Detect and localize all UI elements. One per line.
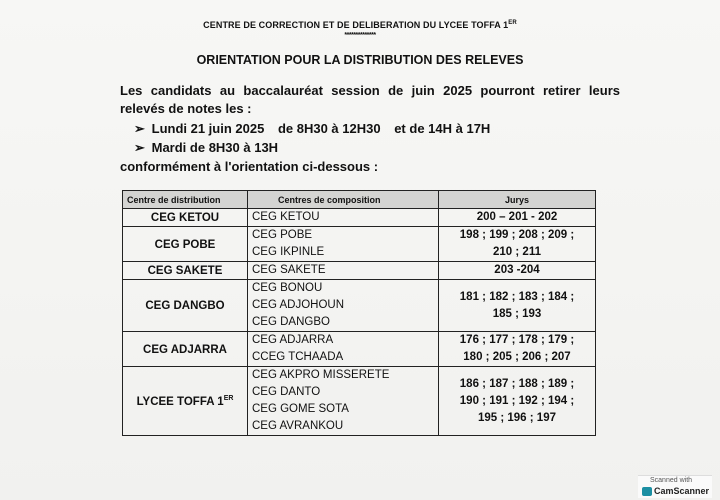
centre-distribution-cell bbox=[123, 280, 248, 332]
centre-distribution-cell bbox=[123, 332, 248, 367]
table-row bbox=[123, 209, 596, 227]
jury-numbers: 185 ; 193 bbox=[492, 307, 542, 320]
centre-composition-name: CEG DANGBO bbox=[252, 316, 330, 328]
jury-numbers: 181 ; 182 ; 183 ; 184 ; bbox=[459, 290, 575, 303]
jury-numbers: 176 ; 177 ; 178 ; 179 ; bbox=[459, 334, 575, 346]
bullet-monday-time1: de 8H30 à 12H30 bbox=[277, 121, 381, 136]
centre-composition-name: CEG IKPINLE bbox=[252, 246, 325, 258]
intro-line-1: Les candidats au baccalauréat session de juin 2025 pourront retirer leurs bbox=[120, 83, 620, 98]
table-row bbox=[123, 227, 596, 262]
watermark-app-name: CamScanner bbox=[654, 486, 710, 496]
centre-composition-name: CEG SAKETE bbox=[252, 264, 326, 276]
table-header-row bbox=[123, 191, 596, 209]
centre-distribution-name: CEG SAKETE bbox=[147, 264, 223, 277]
arrow-bullet-icon: ➢ bbox=[134, 121, 145, 136]
bullet-tuesday bbox=[134, 140, 278, 156]
centre-composition-name: CEG BONOU bbox=[252, 282, 323, 294]
intro-line-2: relevés de notes les : bbox=[120, 101, 252, 116]
centre-distribution-name: CEG KETOU bbox=[150, 211, 220, 224]
jurys-cell bbox=[439, 209, 596, 227]
jury-numbers: 198 ; 199 ; 208 ; 209 ; bbox=[459, 229, 575, 241]
bullet-monday bbox=[134, 121, 490, 137]
header-jurys: Jurys bbox=[439, 191, 596, 209]
bullet-monday-time2: et de 14H à 17H bbox=[394, 121, 491, 136]
centre-distribution-sup: ER bbox=[223, 394, 234, 402]
jurys-cell bbox=[439, 367, 596, 436]
jurys-cell bbox=[439, 262, 596, 280]
table-row bbox=[123, 367, 596, 436]
centres-composition-cell bbox=[248, 367, 439, 436]
centre-composition-name: CEG AKPRO MISSERETE bbox=[252, 369, 390, 381]
centre-distribution-name: CEG ADJARRA bbox=[143, 343, 227, 356]
centre-composition-name: CEG GOME SOTA bbox=[252, 403, 349, 415]
arrow-bullet-icon: ➢ bbox=[134, 140, 145, 155]
camscanner-watermark bbox=[638, 475, 712, 498]
centre-distribution-cell bbox=[123, 262, 248, 280]
intro-conclusion: conformément à l'orientation ci-dessous : bbox=[120, 159, 379, 174]
header-centre-distribution: Centre de distribution bbox=[123, 191, 248, 209]
table-row bbox=[123, 280, 596, 332]
jurys-cell bbox=[439, 332, 596, 367]
centre-distribution-cell bbox=[123, 367, 248, 436]
bullet-monday-day: Lundi 21 juin 2025 bbox=[151, 121, 265, 136]
institution-header: CENTRE DE CORRECTION ET DE DELIBERATION DU LYCEE TOFFA 1ER bbox=[203, 20, 517, 30]
table-row bbox=[123, 332, 596, 367]
centre-distribution-name: CEG POBE bbox=[154, 238, 216, 251]
centre-composition-name: CEG AVRANKOU bbox=[252, 420, 344, 432]
header-centres-composition: Centres de composition bbox=[248, 191, 439, 209]
centre-distribution-cell bbox=[123, 209, 248, 227]
table-row bbox=[123, 262, 596, 280]
centre-distribution-name: LYCEE TOFFA 1 bbox=[136, 395, 224, 408]
centre-composition-name: CEG POBE bbox=[252, 229, 313, 241]
jury-numbers: 210 ; 211 bbox=[493, 246, 541, 258]
distribution-table bbox=[122, 190, 596, 436]
centre-composition-name: CEG ADJOHOUN bbox=[252, 299, 345, 311]
document-title: ORIENTATION POUR LA DISTRIBUTION DES RELEVES bbox=[196, 53, 524, 67]
jury-numbers: 200 – 201 - 202 bbox=[476, 211, 558, 223]
centre-distribution-cell bbox=[123, 227, 248, 262]
centres-composition-cell bbox=[248, 262, 439, 280]
jury-numbers: 180 ; 205 ; 206 ; 207 bbox=[463, 351, 571, 363]
camscanner-logo-icon bbox=[642, 487, 652, 496]
centre-composition-name: CEG KETOU bbox=[252, 211, 320, 223]
centre-composition-name: CCEG TCHAADA bbox=[252, 351, 344, 363]
intro-paragraph bbox=[120, 82, 620, 118]
centre-composition-name: CEG ADJARRA bbox=[252, 334, 334, 346]
centres-composition-cell bbox=[248, 332, 439, 367]
header-stars: ************** bbox=[344, 32, 376, 39]
jury-numbers: 190 ; 191 ; 192 ; 194 ; bbox=[459, 394, 575, 407]
centres-composition-cell bbox=[248, 209, 439, 227]
watermark-scanned-text: Scanned with bbox=[650, 477, 693, 484]
jury-numbers: 203 -204 bbox=[494, 264, 540, 276]
centres-composition-cell bbox=[248, 227, 439, 262]
jury-numbers: 186 ; 187 ; 188 ; 189 ; bbox=[459, 377, 575, 390]
jury-numbers: 195 ; 196 ; 197 bbox=[477, 411, 556, 424]
centre-composition-name: CEG DANTO bbox=[252, 386, 321, 398]
jurys-cell bbox=[439, 227, 596, 262]
centres-composition-cell bbox=[248, 280, 439, 332]
centre-distribution-name: CEG DANGBO bbox=[145, 299, 225, 312]
bullet-tuesday-text: Mardi de 8H30 à 13H bbox=[151, 140, 279, 155]
jurys-cell bbox=[439, 280, 596, 332]
